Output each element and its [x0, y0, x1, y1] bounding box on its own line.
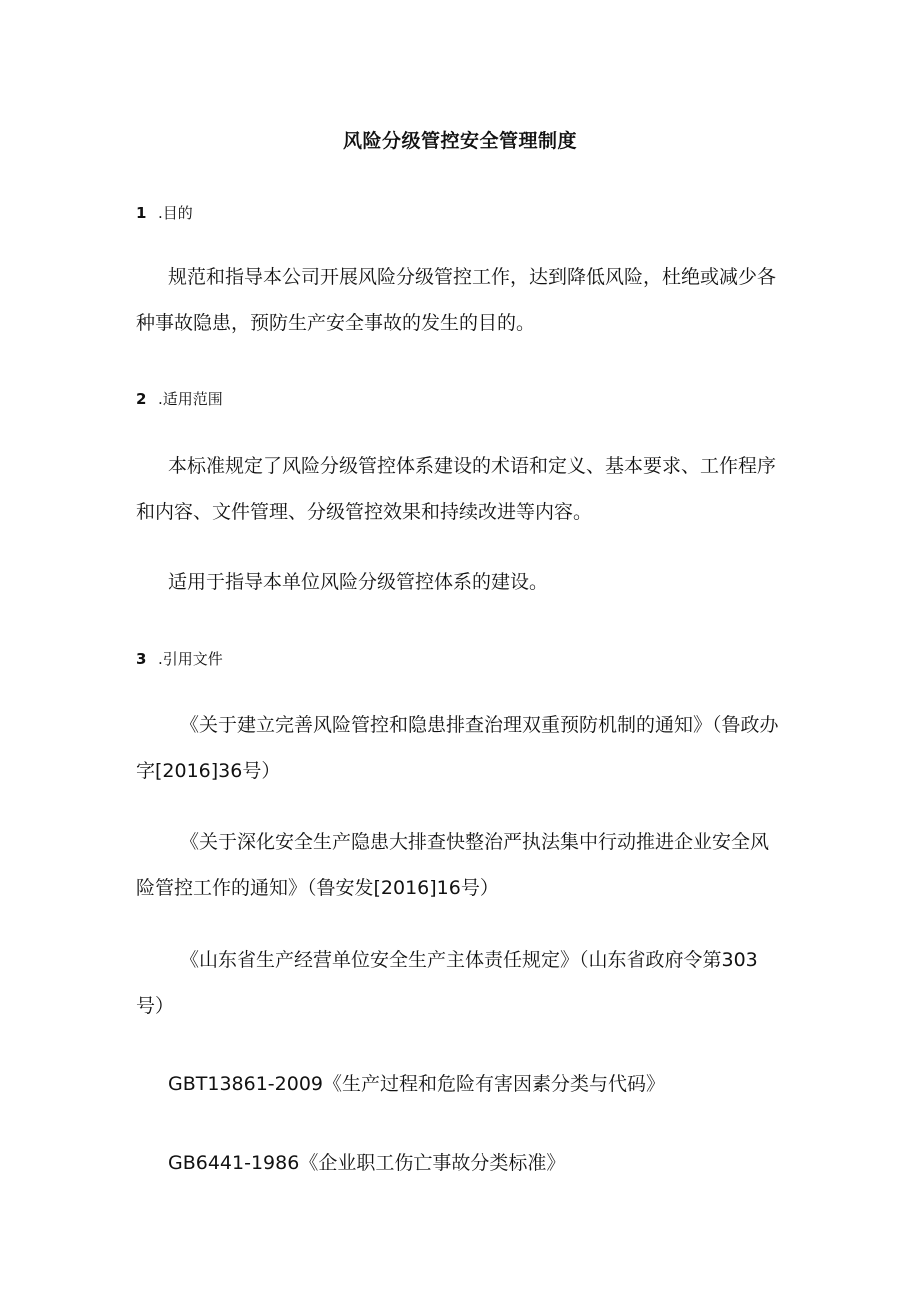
reference-item: 《山东省生产经营单位安全生产主体责任规定》（山东省政府令第303号）: [136, 949, 758, 1017]
section-heading-text: .适用范围: [158, 390, 223, 408]
purpose-paragraph: 规范和指导本公司开展风险分级管控工作，达到降低风险，杜绝或减少各种事故隐患，预防生产安全事故的发生的目的。: [136, 266, 777, 334]
section-heading-references: [136, 648, 223, 670]
reference-item: 《关于建立完善风险管控和隐患排查治理双重预防机制的通知》（鲁政办字[2016]36号）: [136, 714, 779, 782]
section-heading-text: .目的: [158, 204, 193, 222]
document-title: 风险分级管控安全管理制度: [342, 130, 577, 152]
reference-item: 《关于深化安全生产隐患大排查快整治严执法集中行动推进企业安全风险管控工作的通知》（鲁安发[2016]16号）: [136, 831, 770, 899]
section-heading-text: .引用文件: [158, 650, 223, 668]
reference-item: GBT13861-2009《生产过程和危险有害因素分类与代码》: [168, 1073, 666, 1095]
section-heading-purpose: [136, 202, 193, 224]
scope-paragraph: 本标准规定了风险分级管控体系建设的术语和定义、基本要求、工作程序和内容、文件管理、分级管控效果和持续改进等内容。: [136, 455, 777, 523]
section-heading-scope: [136, 388, 223, 410]
reference-item: GB6441-1986《企业职工伤亡事故分类标准》: [168, 1152, 566, 1174]
section-number: 2: [136, 390, 147, 408]
section-number: 1: [136, 204, 147, 222]
scope-applicability-line: 适用于指导本单位风险分级管控体系的建设。: [168, 571, 549, 593]
section-number: 3: [136, 650, 147, 668]
